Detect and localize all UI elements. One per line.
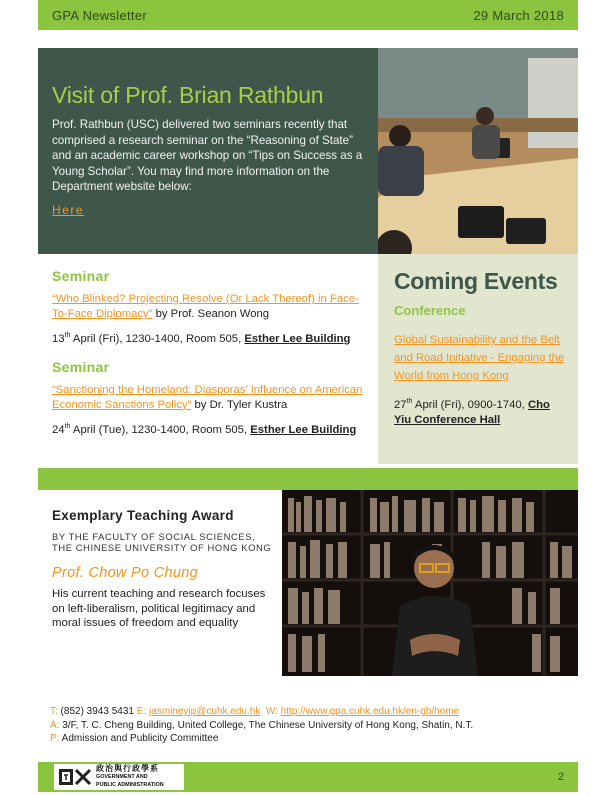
seminar-photo-illustration: [378, 48, 578, 254]
seminar-heading: Seminar: [52, 268, 110, 284]
conference-link[interactable]: Global Sustainability and the Belt and Road Initiative - Engaging the World from Hong Kong: [394, 334, 565, 382]
newsletter-header: [38, 0, 578, 30]
conference-time: April (Fri), 0900-1740,: [412, 398, 528, 411]
events-section: [38, 254, 578, 464]
seminar-heading: Seminar: [52, 358, 110, 375]
seminar-time-room: April (Fri), 1230-1400, Room 505,: [70, 332, 245, 345]
address-label: A:: [50, 719, 60, 731]
seminar-time-room: April (Tue), 1230-1400, Room 505,: [70, 423, 251, 436]
feature-body: Prof. Rathbun (USC) delivered two seminars recently that comprised a research seminar on the “Reasoning of State” and an academic career workshop on “Tips on Success as a Young Scholar”. You may find more information on the Department website below:: [52, 118, 363, 193]
seminar-details: [52, 332, 364, 345]
conference-details: [394, 394, 566, 428]
coming-events-panel: [378, 254, 578, 464]
conference-venue: Cho Yiu Conference Hall: [394, 398, 550, 426]
contact-block: [50, 705, 473, 746]
award-subtitle: BY THE FACULTY OF SOCIAL SCIENCES, THE CHINESE UNIVERSITY OF HONG KONG: [52, 531, 272, 553]
feature-title: Visit of Prof. Brian Rathbun: [52, 82, 324, 108]
department-logo: [54, 764, 184, 790]
logo-wordmark: [96, 765, 164, 789]
phone-label: T:: [50, 706, 58, 717]
gpa-logo-mark-icon: [58, 767, 92, 787]
seminar-photo: [378, 48, 578, 254]
logo-english-line-2: PUBLIC ADMINISTRATION: [96, 782, 164, 788]
seminar-talk-link[interactable]: “Who Blinked? Projecting Resolve (Or Lack Thereof) in Face-To-Face Diplomacy”: [52, 293, 359, 320]
contact-line-address: [50, 719, 473, 733]
publisher-text: Admission and Publicity Committee: [59, 733, 219, 744]
award-text-panel: [38, 490, 282, 676]
award-description: His current teaching and research focuses on left-liberalism, political legitimacy and moral issues of freedom and equality: [52, 588, 266, 629]
feature-section: [38, 48, 578, 254]
address-text: 3/F, T. C. Cheng Building, United College, The Chinese University of Hong Kong, Shatin, N.T.: [59, 719, 474, 731]
seminar-venue: Esther Lee Building: [250, 423, 357, 436]
seminar-day-suffix: th: [64, 332, 71, 339]
award-section: [38, 490, 578, 676]
seminar-description: [52, 383, 364, 413]
seminar-day: 24: [52, 423, 65, 436]
email-label: E:: [136, 706, 147, 717]
coming-events-category: Conference: [394, 303, 466, 318]
award-recipient-name: Prof. Chow Po Chung: [52, 565, 198, 581]
seminar-day-suffix: th: [64, 422, 71, 430]
bookshelf-portrait-illustration: [282, 490, 578, 676]
page-footer: [38, 762, 578, 792]
section-divider-band: [38, 468, 578, 490]
email-link[interactable]: jasmineyip@cuhk.edu.hk: [148, 706, 261, 717]
seminar-talk-link[interactable]: “Sanctioning the Homeland: Diasporas’ Influence on American Economic Sanctions Policy”: [52, 383, 363, 411]
phone-number: (852) 3943 5431: [57, 706, 137, 717]
feature-text-panel: [38, 48, 378, 254]
contact-line-publisher: [50, 732, 473, 746]
newsletter-date: 29 March 2018: [473, 7, 564, 23]
newsletter-name: GPA Newsletter: [52, 7, 147, 23]
seminar-item: [52, 359, 364, 436]
seminar-item: [52, 268, 364, 345]
conference-day: 27: [394, 398, 407, 411]
website-link[interactable]: http://www.gpa.cuhk.edu.hk/en-gb/home: [280, 706, 460, 717]
award-title: Exemplary Teaching Award: [52, 508, 234, 523]
logo-english-line-1: GOVERNMENT AND: [96, 774, 148, 780]
coming-events-title: Coming Events: [394, 268, 558, 294]
award-recipient-photo: [282, 490, 578, 676]
website-label: W:: [265, 706, 278, 717]
seminar-details: [52, 423, 364, 436]
contact-line-phone-email-web: [50, 705, 473, 719]
seminars-column: [38, 254, 378, 464]
feature-link[interactable]: Here: [52, 202, 85, 217]
page-number: 2: [557, 771, 564, 783]
logo-chinese-name: 政治與行政學系: [96, 764, 159, 773]
seminar-speaker: by Prof. Seanon Wong: [152, 308, 270, 320]
seminar-venue: Esther Lee Building: [244, 332, 351, 345]
seminar-day: 13: [52, 332, 65, 345]
publisher-label: P:: [50, 733, 60, 744]
seminar-speaker: by Dr. Tyler Kustra: [191, 398, 288, 411]
seminar-description: [52, 292, 364, 322]
conference-day-suffix: th: [406, 398, 413, 405]
